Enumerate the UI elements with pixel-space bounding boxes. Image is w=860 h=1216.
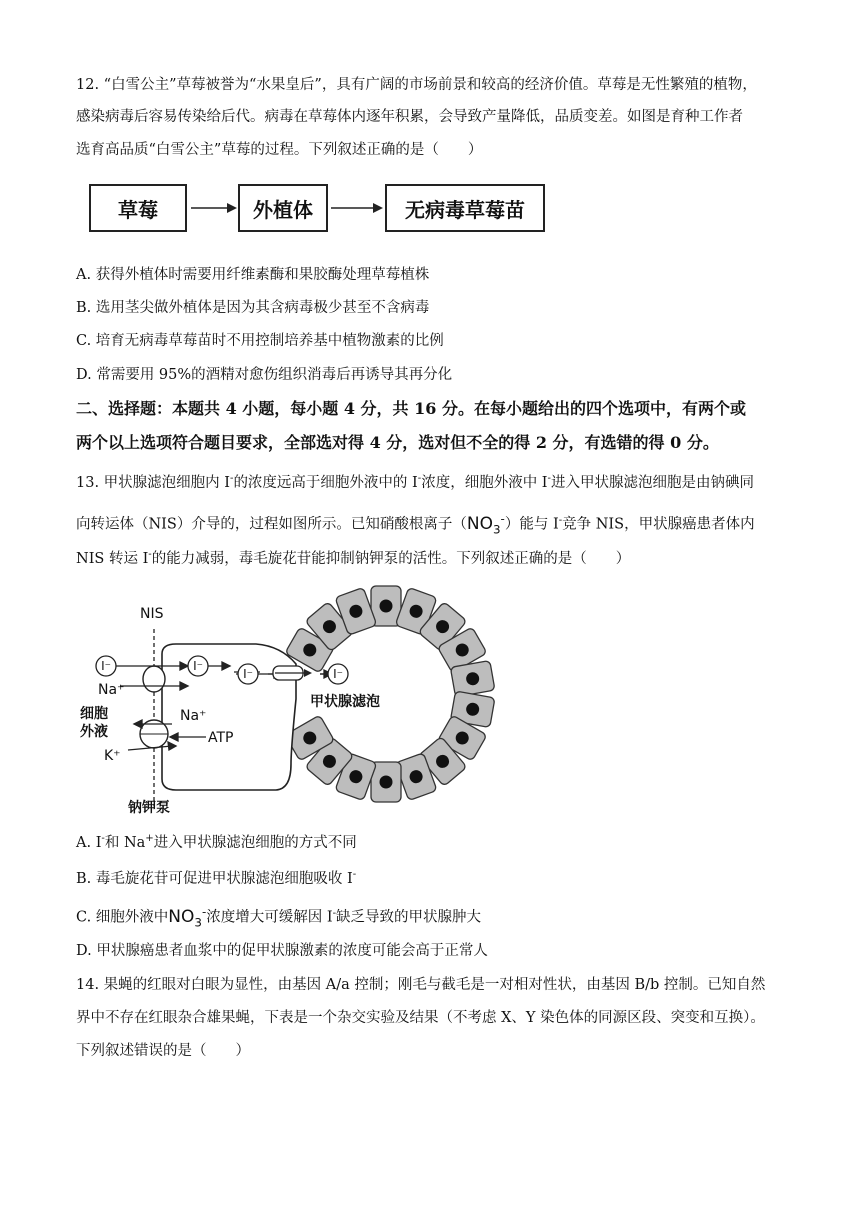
q14-line-2: 界中不存在红眼杂合雄果蝇，下表是一个杂交实验及结果（不考虑 X、Y 染色体的同源区段、突变和互换）。 [76,1010,765,1026]
q13-text: NIS 转运 I [76,550,149,567]
q13-text: ）能与 I [504,516,559,533]
q12-flow-diagram [89,184,549,236]
q13-line-3 [76,544,630,570]
q13-line-2 [76,507,755,540]
nis-label: NIS [140,606,164,622]
q13-text: 的能力减弱，毒毛旋花苷能抑制钠钾泵的活性。下列叙述正确的是（ ） [151,550,631,567]
pump-sodium-label: Na⁺ [180,708,207,724]
nucleus-icon [380,776,393,789]
sup-minus: - [547,473,551,484]
sup-minus: - [417,473,422,484]
sup-minus: - [201,904,207,918]
q12-option-d: D. 常需要用 95%的酒精对愈伤组织消毒后再诱导其再分化 [76,367,453,383]
flow-box-explant: 外植体 [238,184,328,232]
q13-text: 进入甲状腺滤泡细胞是由钠碘同 [550,474,754,491]
q12-line-3: 选育高品质“白雪公主”草莓的过程。下列叙述正确的是（ ） [76,142,483,158]
q13-option-d: D. 甲状腺癌患者血浆中的促甲状腺激素的浓度可能会高于正常人 [76,943,488,959]
q13-text: 向转运体（NIS）介导的，过程如图所示。已知硝酸根离子（ [76,516,467,533]
flow-box-virus-free-seedling: 无病毒草莓苗 [385,184,545,232]
q12-line-2: 感染病毒后容易传染给后代。病毒在草莓体内逐年积累，会导致产量降低，品质变差。如图是育种工作者 [76,109,743,125]
flow-arrow-2 [329,198,385,218]
flow-box-strawberry: 草莓 [89,184,187,232]
iodide-label: I⁻ [333,667,343,681]
q12-option-b: B. 选用茎尖做外植体是因为其含病毒极少甚至不含病毒 [76,300,430,316]
nis-transporter-icon [143,666,165,692]
q13-option-b [76,864,356,890]
no3-text: NO [168,906,195,927]
q13-text: 13. 甲状腺滤泡细胞内 I [76,474,231,491]
iodide-label: I⁻ [243,667,253,681]
flow-arrow-1 [189,198,239,218]
extracellular-label-2: 外液 [80,724,108,740]
q12-option-c: C. 培育无病毒草莓苗时不用控制培养基中植物激素的比例 [76,333,444,349]
follicle-cell [450,660,495,696]
iodide-label: I⁻ [101,659,111,673]
extracellular-label-1: 细胞 [80,706,108,722]
q13-line-1 [76,468,754,494]
q13-text: 浓度增大可缓解因 I [206,909,333,926]
q13-option-a [76,828,357,854]
sodium-label: Na⁺ [98,682,125,698]
q12-option-a: A. 获得外植体时需要用纤维素酶和果胶酶处理草莓植株 [76,267,430,283]
potassium-label: K⁺ [104,748,121,764]
q13-text: 进入甲状腺滤泡细胞的方式不同 [153,834,357,851]
q13-text: 浓度，细胞外液中 I [421,474,548,491]
nucleus-icon [380,600,393,613]
sup-minus: - [500,511,505,525]
sup-minus: - [352,869,357,880]
no3-text: NO [466,513,493,534]
atp-label: ATP [208,730,234,746]
sup-minus: - [558,514,563,526]
q14-line-1: 14. 果蝇的红眼对白眼为显性，由基因 A/a 控制；刚毛与截毛是一对相对性状，由基因 B/b 控制。已知自然 [76,977,766,993]
section2-line-2: 两个以上选项符合题目要求，全部选对得 4 分，选对但不全的得 2 分，有选错的得 0 分。 [76,433,719,452]
sup-plus: + [145,833,154,844]
pump-label: 钠钾泵 [128,800,170,816]
q13-text: C. 细胞外液中 [76,909,169,926]
q13-text: B. 毒毛旋花苷可促进甲状腺滤泡细胞吸收 I [76,870,353,887]
q13-text: A. I [76,834,102,851]
thyroid-follicle-figure [76,574,496,824]
q13-text: 缺乏导致的甲状腺肿大 [336,909,482,926]
q13-text: 和 Na [104,834,146,851]
nitrate-formula [168,904,207,930]
sup-minus: - [101,833,105,844]
section2-line-1: 二、选择题：本题共 4 小题，每小题 4 分，共 16 分。在每小题给出的四个选项中，有两个或 [76,399,746,418]
q13-option-c [76,900,481,933]
sup-minus: - [230,473,234,484]
no3-sub: 3 [492,522,501,537]
no3-sub: 3 [194,915,202,930]
nitrate-formula [466,511,505,537]
follicle-label: 甲状腺滤泡 [310,694,380,710]
sup-minus: - [148,549,152,560]
q12-line-1: 12. “白雪公主”草莓被誉为“水果皇后”，具有广阔的市场前景和较高的经济价值。草莓是无性繁殖的植物， [76,77,757,93]
sup-minus: - [332,907,337,919]
q14-line-3: 下列叙述错误的是（ ） [76,1043,250,1059]
q13-text: 竞争 NIS，甲状腺癌患者体内 [562,516,755,533]
iodide-label: I⁻ [193,659,203,673]
q13-text: 的浓度远高于细胞外液中的 I [233,474,418,491]
